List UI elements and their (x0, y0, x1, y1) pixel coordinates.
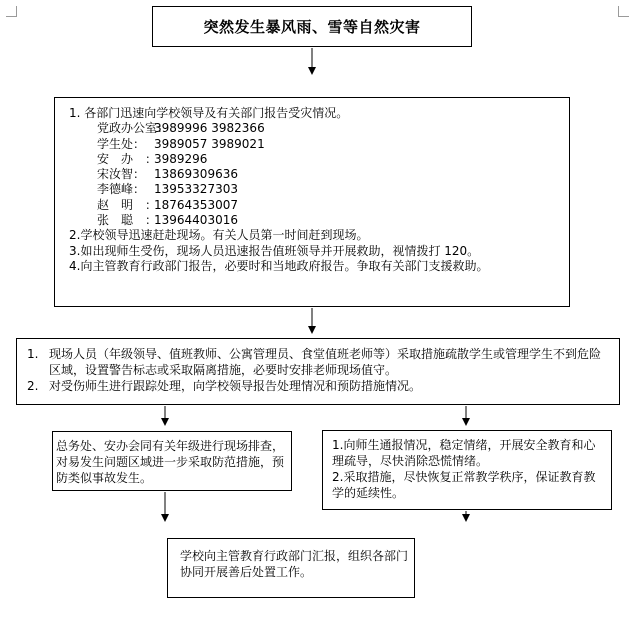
contact-phone: 3989296 (154, 151, 208, 166)
contact-phone: 13964403016 (154, 213, 238, 228)
contact-name: 张聪： (97, 213, 170, 228)
contact-phone: 3989996 3982366 (154, 121, 265, 136)
contact-name: 安办： (97, 151, 170, 166)
step2-item-2 (27, 378, 611, 394)
contact-row (69, 182, 569, 197)
step2-item-number: 1. (27, 347, 39, 361)
contact-name: 党政办公室： (97, 121, 170, 136)
contact-phone: 18764353007 (154, 197, 238, 212)
step1-item-3: 3.如出现师生受伤，现场人员迅速报告值班领导并开展救助，视情拨打 120。 (69, 243, 480, 258)
step2-onsite-box (16, 338, 620, 405)
communication-box (322, 430, 612, 510)
contact-row (69, 167, 569, 182)
contact-name: 李德峰： (97, 182, 146, 197)
investigation-box (52, 431, 292, 491)
contact-row (69, 213, 569, 228)
step2-item-text: 现场人员（年级领导、值班教师、公寓管理员、食堂值班老师等）采取措施疏散学生或管理学生不到危险区域，设置警告标志或采取隔离措施，必要时安排老师现场值守。 (49, 347, 602, 377)
contact-name: 赵明： (97, 197, 170, 212)
step2-item-text: 对受伤师生进行跟踪处理，向学校领导报告处理情况和预防措施情况。 (49, 379, 422, 393)
step2-item-number: 2. (27, 379, 39, 393)
contact-phone: 3989057 3989021 (154, 136, 265, 151)
step1-report-box (54, 97, 570, 307)
title-box (152, 6, 472, 47)
final-report-text: 学校向主管教育行政部门汇报，组织各部门协同开展善后处置工作。 (180, 549, 409, 579)
step1-item-1: 1. 各部门迅速向学校领导及有关部门报告受灾情况。 (69, 106, 349, 120)
contact-row (69, 137, 569, 152)
step1-item-2: 2.学校领导迅速赶赴现场。有关人员第一时间赶到现场。 (69, 228, 369, 243)
communication-item-2: 2.采取措施，尽快恢复正常教学秩序，保证教育教学的延续性。 (332, 470, 596, 500)
contact-name: 学生处： (97, 136, 146, 151)
contact-phone: 13953327303 (154, 182, 238, 197)
contact-row (69, 121, 569, 136)
final-report-box (167, 538, 415, 598)
contact-row (69, 152, 569, 167)
diagram-title: 突然发生暴风雨、雪等自然灾害 (203, 18, 421, 36)
communication-item-1: 1.向师生通报情况，稳定情绪，开展安全教育和心理疏导，尽快消除恐慌情绪。 (332, 438, 596, 468)
contact-row (69, 198, 569, 213)
contact-phone: 13869309636 (154, 167, 238, 182)
step2-item-1 (27, 346, 611, 378)
step1-item-4: 4.向主管教育行政部门报告，必要时和当地政府报告。争取有关部门支援救助。 (69, 258, 489, 273)
investigation-text: 总务处、安办会同有关年级进行现场排查，对易发生问题区域进一步采取防范措施，预防类似事故发生。 (56, 439, 285, 485)
contact-name: 宋汝智： (97, 167, 146, 182)
